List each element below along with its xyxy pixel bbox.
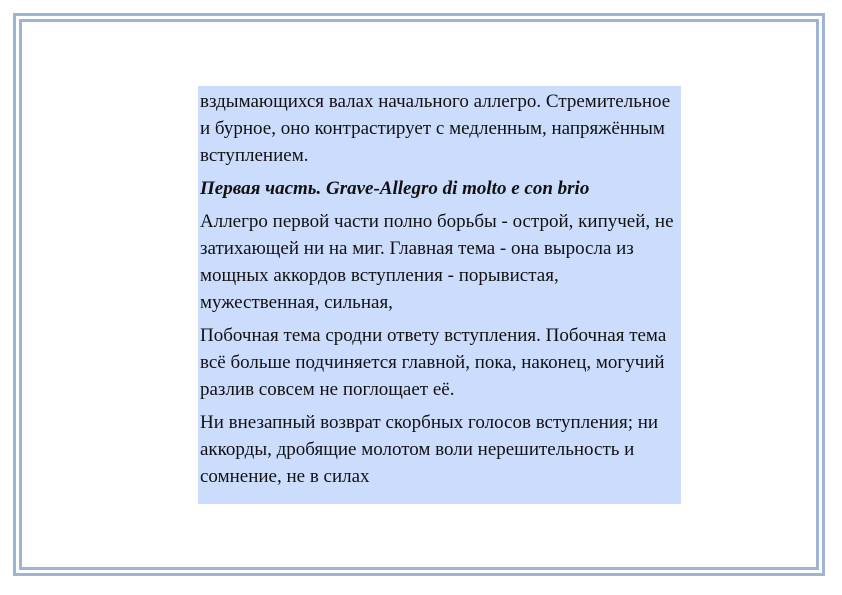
section-heading: Первая часть. Grave-Allegro di molto e con brio: [200, 178, 590, 199]
paragraph-main-theme: Аллегро первой части полно борьбы - острой, кипучей, не затихающей ни на миг. Главная тема - она выросла из мощных аккордов вступления - порывистая, мужественная, сильная,: [200, 211, 674, 313]
paragraph-secondary-theme: Побочная тема сродни ответу вступления. Побочная тема всё больше подчиняется главной, пока, наконец, могучий разлив совсем не поглощает её.: [200, 325, 667, 400]
text-block: [198, 86, 681, 504]
paragraph-conclusion: Ни внезапный возврат скорбных голосов вступления; ни аккорды, дробящие молотом воли нерешительность и сомнение, не в силах: [200, 412, 659, 487]
paragraph-intro: вздымающихся валах начального аллегро. Стремительное и бурное, оно контрастирует с медленным, напряжённым вступлением.: [200, 91, 671, 166]
